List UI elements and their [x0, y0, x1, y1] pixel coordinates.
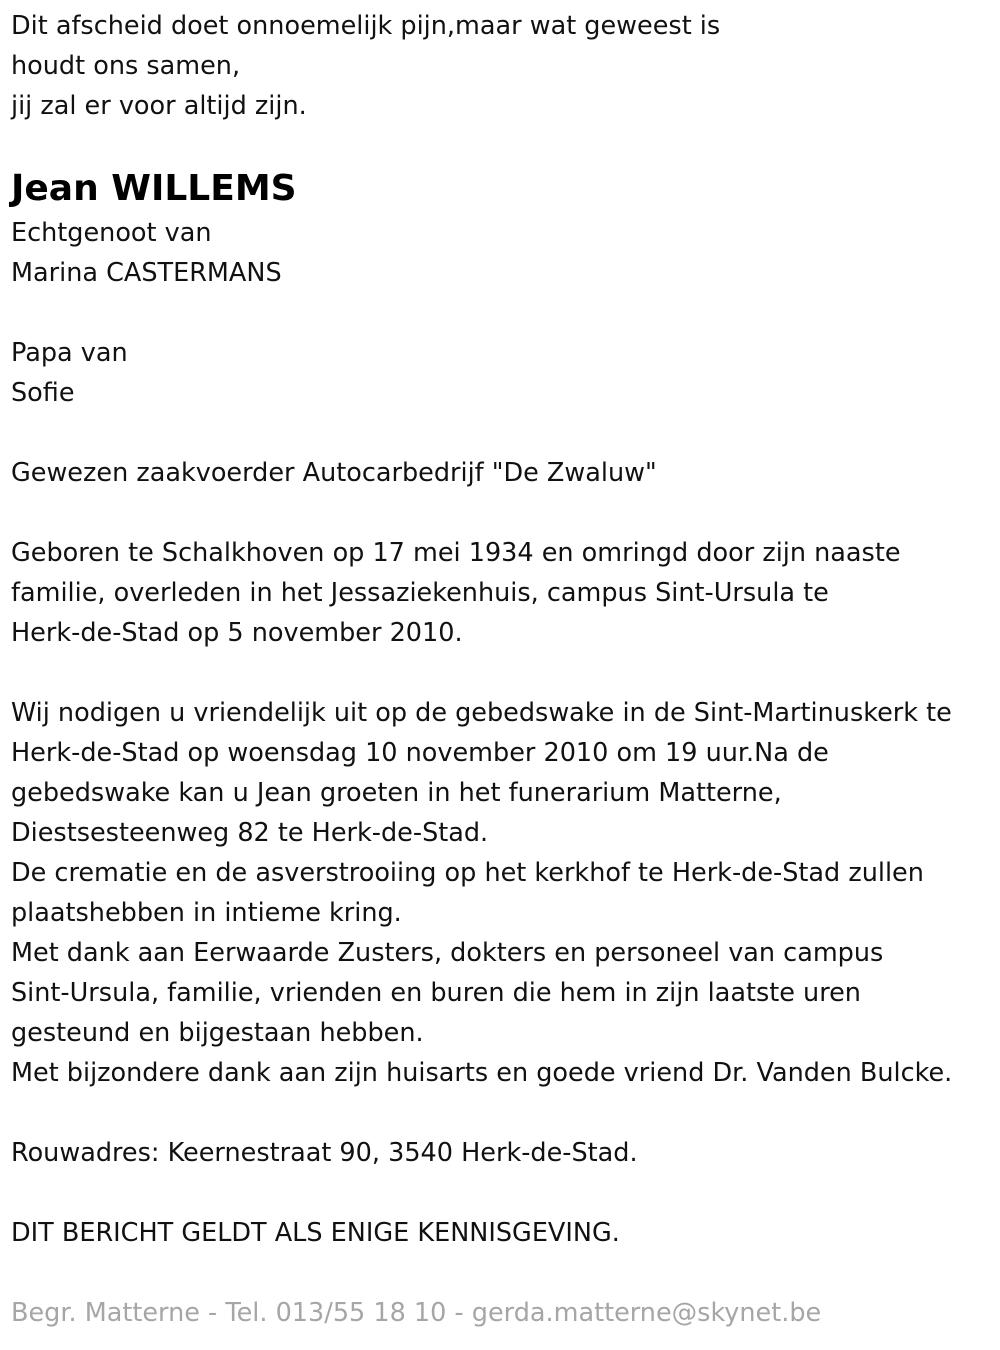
paragraph-line: Sint-Ursula, familie, vrienden en buren die hem in zijn laatste uren	[11, 978, 861, 1008]
paragraph-line: familie, overleden in het Jessaziekenhuis, campus Sint-Ursula te	[11, 578, 829, 608]
poem-line: houdt ons samen,	[11, 51, 241, 81]
poem-line: Dit afscheid doet onnoemelijk pijn,maar wat geweest is	[11, 11, 721, 41]
child-relation: Papa van	[11, 338, 128, 368]
paragraph-line: Geboren te Schalkhoven op 17 mei 1934 en omringd door zijn naaste	[11, 538, 901, 568]
mourning-address: Rouwadres: Keernestraat 90, 3540 Herk-de-Stad.	[11, 1138, 638, 1168]
paragraph-line: Wij nodigen u vriendelijk uit op de gebedswake in de Sint-Martinuskerk te	[11, 698, 952, 728]
notice-statement: DIT BERICHT GELDT ALS ENIGE KENNISGEVING.	[11, 1218, 620, 1248]
paragraph-line: gesteund en bijgestaan hebben.	[11, 1018, 424, 1048]
spouse-relation: Echtgenoot van	[11, 218, 212, 248]
paragraph-line: Herk-de-Stad op 5 november 2010.	[11, 618, 463, 648]
paragraph-line: Herk-de-Stad op woensdag 10 november 2010 om 19 uur.Na de	[11, 738, 829, 768]
ceremony-paragraph	[11, 693, 996, 1093]
child-name: Sofie	[11, 378, 75, 408]
poem	[11, 6, 996, 126]
poem-line: jij zal er voor altijd zijn.	[11, 91, 307, 121]
paragraph-line: Diestsesteenweg 82 te Herk-de-Stad.	[11, 818, 489, 848]
occupation: Gewezen zaakvoerder Autocarbedrijf "De Zwaluw"	[11, 458, 657, 488]
birth-death-paragraph	[11, 533, 996, 653]
paragraph-line: plaatshebben in intieme kring.	[11, 898, 402, 928]
obituary-notice	[11, 6, 996, 1333]
deceased-name: Jean WILLEMS	[11, 168, 297, 209]
paragraph-line: Met bijzondere dank aan zijn huisarts en goede vriend Dr. Vanden Bulcke.	[11, 1058, 953, 1088]
child-block	[11, 333, 996, 413]
spouse-name: Marina CASTERMANS	[11, 258, 282, 288]
paragraph-line: gebedswake kan u Jean groeten in het funerarium Matterne,	[11, 778, 782, 808]
paragraph-line: De crematie en de asverstrooiing op het kerkhof te Herk-de-Stad zullen	[11, 858, 924, 888]
paragraph-line: Met dank aan Eerwaarde Zusters, dokters en personeel van campus	[11, 938, 884, 968]
spouse-block	[11, 213, 996, 293]
funeral-home-footer: Begr. Matterne - Tel. 013/55 18 10 - gerda.matterne@skynet.be	[11, 1298, 822, 1328]
